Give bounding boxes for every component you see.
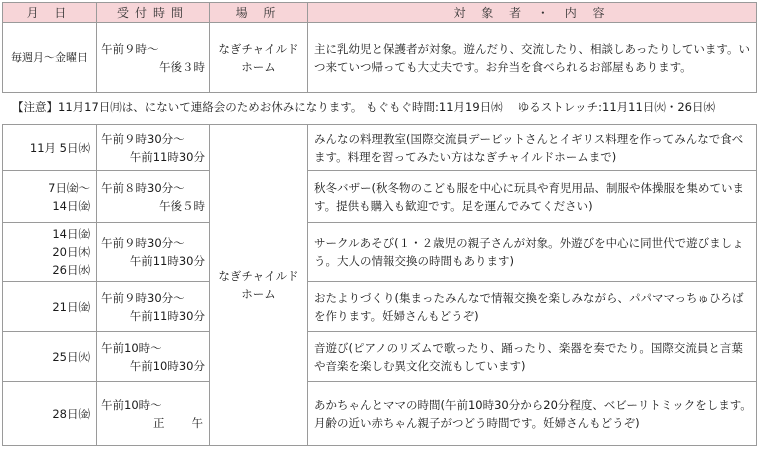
- event-date: 25日㈫: [3, 332, 97, 382]
- event-time: [97, 382, 210, 446]
- event-content: 秋冬バザー(秋冬物のこども服を中心に玩具や育児用品、制服や体操服を集めています。提供も購入も歓迎です。足を運んでみてください): [308, 171, 757, 223]
- header-place: 場 所: [210, 3, 308, 23]
- event-date: 28日㈮: [3, 382, 97, 446]
- event-time-end-left: 正: [153, 415, 165, 430]
- event-row: [3, 382, 757, 446]
- header-date: 月 日: [3, 3, 97, 23]
- event-date-line: 14日㈮: [52, 198, 90, 213]
- event-row: [3, 332, 757, 382]
- regular-time: [97, 23, 210, 93]
- event-time-end: [101, 414, 205, 432]
- event-content: あかちゃんとママの時間(午前10時30分から20分程度、ベビーリトミックをします。月齢の近い赤ちゃん親子がつどう時間です。妊婦さんもどうぞ): [308, 382, 757, 446]
- event-content: サークルあそび(１・２歳児の親子さんが対象。外遊びを中心に同世代で遊びましょう。大人の情報交換の時間もあります): [308, 223, 757, 282]
- event-content: 音遊び(ピアノのリズムで歌ったり、踊ったり、楽器を奏でたり。国際交流員と言葉や音楽を楽しむ異文化交流もしています): [308, 332, 757, 382]
- event-time-start: 午前９時30分～: [101, 131, 185, 146]
- event-time-end: 午前11時30分: [129, 254, 205, 268]
- event-time-end-right: 午: [191, 415, 203, 430]
- event-row: [3, 171, 757, 223]
- event-time: [97, 332, 210, 382]
- event-time-start: 午前９時30分～: [101, 236, 185, 250]
- event-content: おたよりづくり(集まったみんなで情報交換を楽しみながら、パパママっちゅひろばを作ります。妊婦さんもどうぞ): [308, 282, 757, 332]
- event-time: [97, 125, 210, 171]
- header-time: 受付時間: [97, 3, 210, 23]
- event-time-start: 午前９時30分～: [101, 290, 185, 305]
- event-time: [97, 282, 210, 332]
- event-date: 11月 5日㈬: [3, 125, 97, 171]
- regular-schedule-table: [2, 2, 757, 93]
- event-time-end: 午後５時: [159, 198, 205, 213]
- event-row: [3, 223, 757, 282]
- events-table: [2, 124, 757, 446]
- event-date: 21日㈮: [3, 282, 97, 332]
- event-time-end: 午前11時30分: [129, 149, 205, 164]
- event-date: [3, 223, 97, 282]
- event-time: [97, 171, 210, 223]
- event-date-line: 7日㈮～: [48, 180, 90, 195]
- event-row: [3, 125, 757, 171]
- event-time-end: 午前11時30分: [129, 308, 205, 323]
- regular-date: 毎週月～金曜日: [3, 23, 97, 93]
- table-header-row: [3, 3, 757, 23]
- event-time-end: 午前10時30分: [129, 358, 205, 373]
- event-content: みんなの料理教室(国際交流員デービットさんとイギリス料理を作ってみんなで食べます。料理を習ってみたい方はなぎチャイルドホームまで): [308, 125, 757, 171]
- event-time: [97, 223, 210, 282]
- regular-place: なぎチャイルド ホーム: [210, 23, 308, 93]
- events-place: なぎチャイルド ホーム: [210, 125, 308, 446]
- event-date-line: 14日㈮: [52, 227, 90, 241]
- event-time-start: 午前10時～: [101, 340, 162, 355]
- event-date: [3, 171, 97, 223]
- regular-time-end: 午後３時: [159, 59, 205, 74]
- event-time-start: 午前８時30分～: [101, 180, 185, 195]
- event-row: [3, 282, 757, 332]
- event-date-line: 20日㈭: [52, 245, 90, 259]
- header-content: 対 象 者 ・ 内 容: [308, 3, 757, 23]
- regular-content: 主に乳幼児と保護者が対象。遊んだり、交流したり、相談しあったりしています。いつ来ていつ帰っても大丈夫です。お弁当を食べられるお部屋もあります。: [308, 23, 757, 93]
- regular-row: [3, 23, 757, 93]
- event-date-line: 26日㈬: [52, 263, 90, 277]
- notice-line: 【注意】11月17日㈪は、にないて連絡会のためお休みになります。 もぐもぐ時間:11月19日㈬ ゆるストレッチ:11月11日㈫・26日㈬: [12, 100, 715, 114]
- regular-time-start: 午前９時～: [101, 41, 159, 56]
- event-time-start: 午前10時～: [101, 397, 162, 412]
